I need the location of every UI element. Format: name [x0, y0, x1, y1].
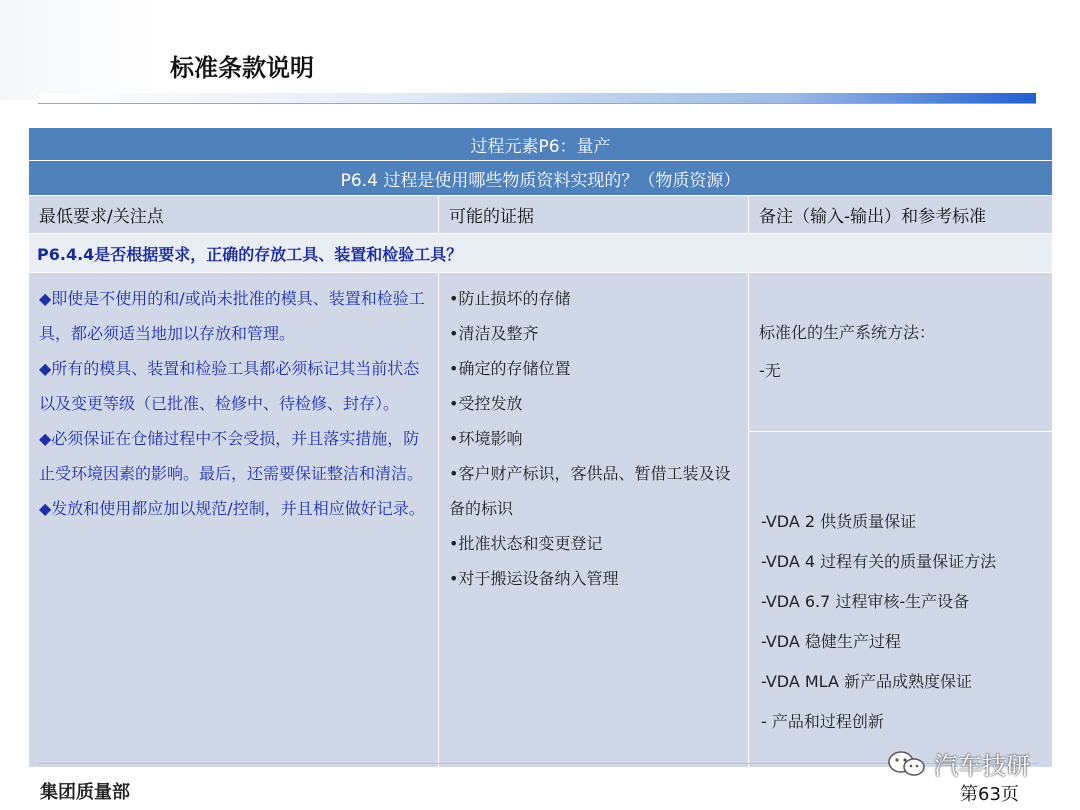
requirements-cell	[29, 273, 439, 768]
notes-line: -无	[759, 360, 781, 380]
header-fade	[0, 0, 160, 100]
notes-top-cell	[749, 273, 1053, 432]
watermark	[886, 746, 1030, 781]
reference-item: -VDA 4 过程有关的质量保证方法	[761, 551, 997, 571]
title-gradient-bar	[38, 93, 1036, 103]
reference-item: - 产品和过程创新	[761, 711, 884, 731]
requirement-item: ◆发放和使用都应加以规范/控制，并且相应做好记录。	[39, 499, 425, 518]
watermark-text: 汽车技研	[934, 752, 1030, 780]
reference-item: -VDA 稳健生产过程	[761, 631, 901, 651]
evidence-item: •防止损坏的存储	[449, 289, 571, 308]
notes-bottom-cell	[749, 431, 1053, 767]
col-header-evidence: 可能的证据	[439, 196, 749, 234]
evidence-item: •受控发放	[449, 394, 523, 413]
reference-item: -VDA MLA 新产品成熟度保证	[761, 671, 972, 691]
evidence-item: •确定的存储位置	[449, 359, 571, 378]
requirement-item: ◆即使是不使用的和/或尚未批准的模具、装置和检验工具，都必须适当地加以存放和管理。	[39, 289, 425, 343]
audit-table	[28, 127, 1053, 768]
evidence-item: •环境影响	[449, 429, 523, 448]
title-divider	[38, 103, 1036, 104]
evidence-item: •对于搬运设备纳入管理	[449, 569, 619, 588]
question-title: P6.4 过程是使用哪些物质资料实现的？（物质资源）	[29, 161, 1053, 196]
evidence-item: •清洁及整齐	[449, 324, 539, 343]
col-header-requirements: 最低要求/关注点	[29, 196, 439, 234]
requirement-item: ◆必须保证在仓储过程中不会受损，并且落实措施，防止受环境因素的影响。最后，还需要保证整洁和清洁。	[39, 429, 424, 483]
reference-item: -VDA 2 供货质量保证	[761, 511, 917, 531]
notes-line: 标准化的生产系统方法：	[759, 322, 936, 342]
evidence-item: •批准状态和变更登记	[449, 534, 603, 553]
page-number: 第63页	[960, 784, 1019, 805]
page-title: 标准条款说明	[170, 54, 314, 82]
requirement-item: ◆所有的模具、装置和检验工具都必须标记其当前状态以及变更等级（已批准、检修中、待检修、封存）。	[39, 359, 420, 413]
evidence-item: •客户财产标识，客供品、暂借工装及设备的标识	[449, 464, 731, 518]
element-title: 过程元素P6：量产	[29, 128, 1053, 161]
wechat-icon	[886, 749, 928, 779]
col-header-notes: 备注（输入-输出）和参考标准	[749, 196, 1053, 234]
department-label: 集团质量部	[40, 782, 130, 800]
sub-question: P6.4.4是否根据要求，正确的存放工具、装置和检验工具？	[29, 234, 1053, 273]
evidence-cell	[439, 273, 749, 768]
reference-item: -VDA 6.7 过程审核-生产设备	[761, 591, 970, 611]
